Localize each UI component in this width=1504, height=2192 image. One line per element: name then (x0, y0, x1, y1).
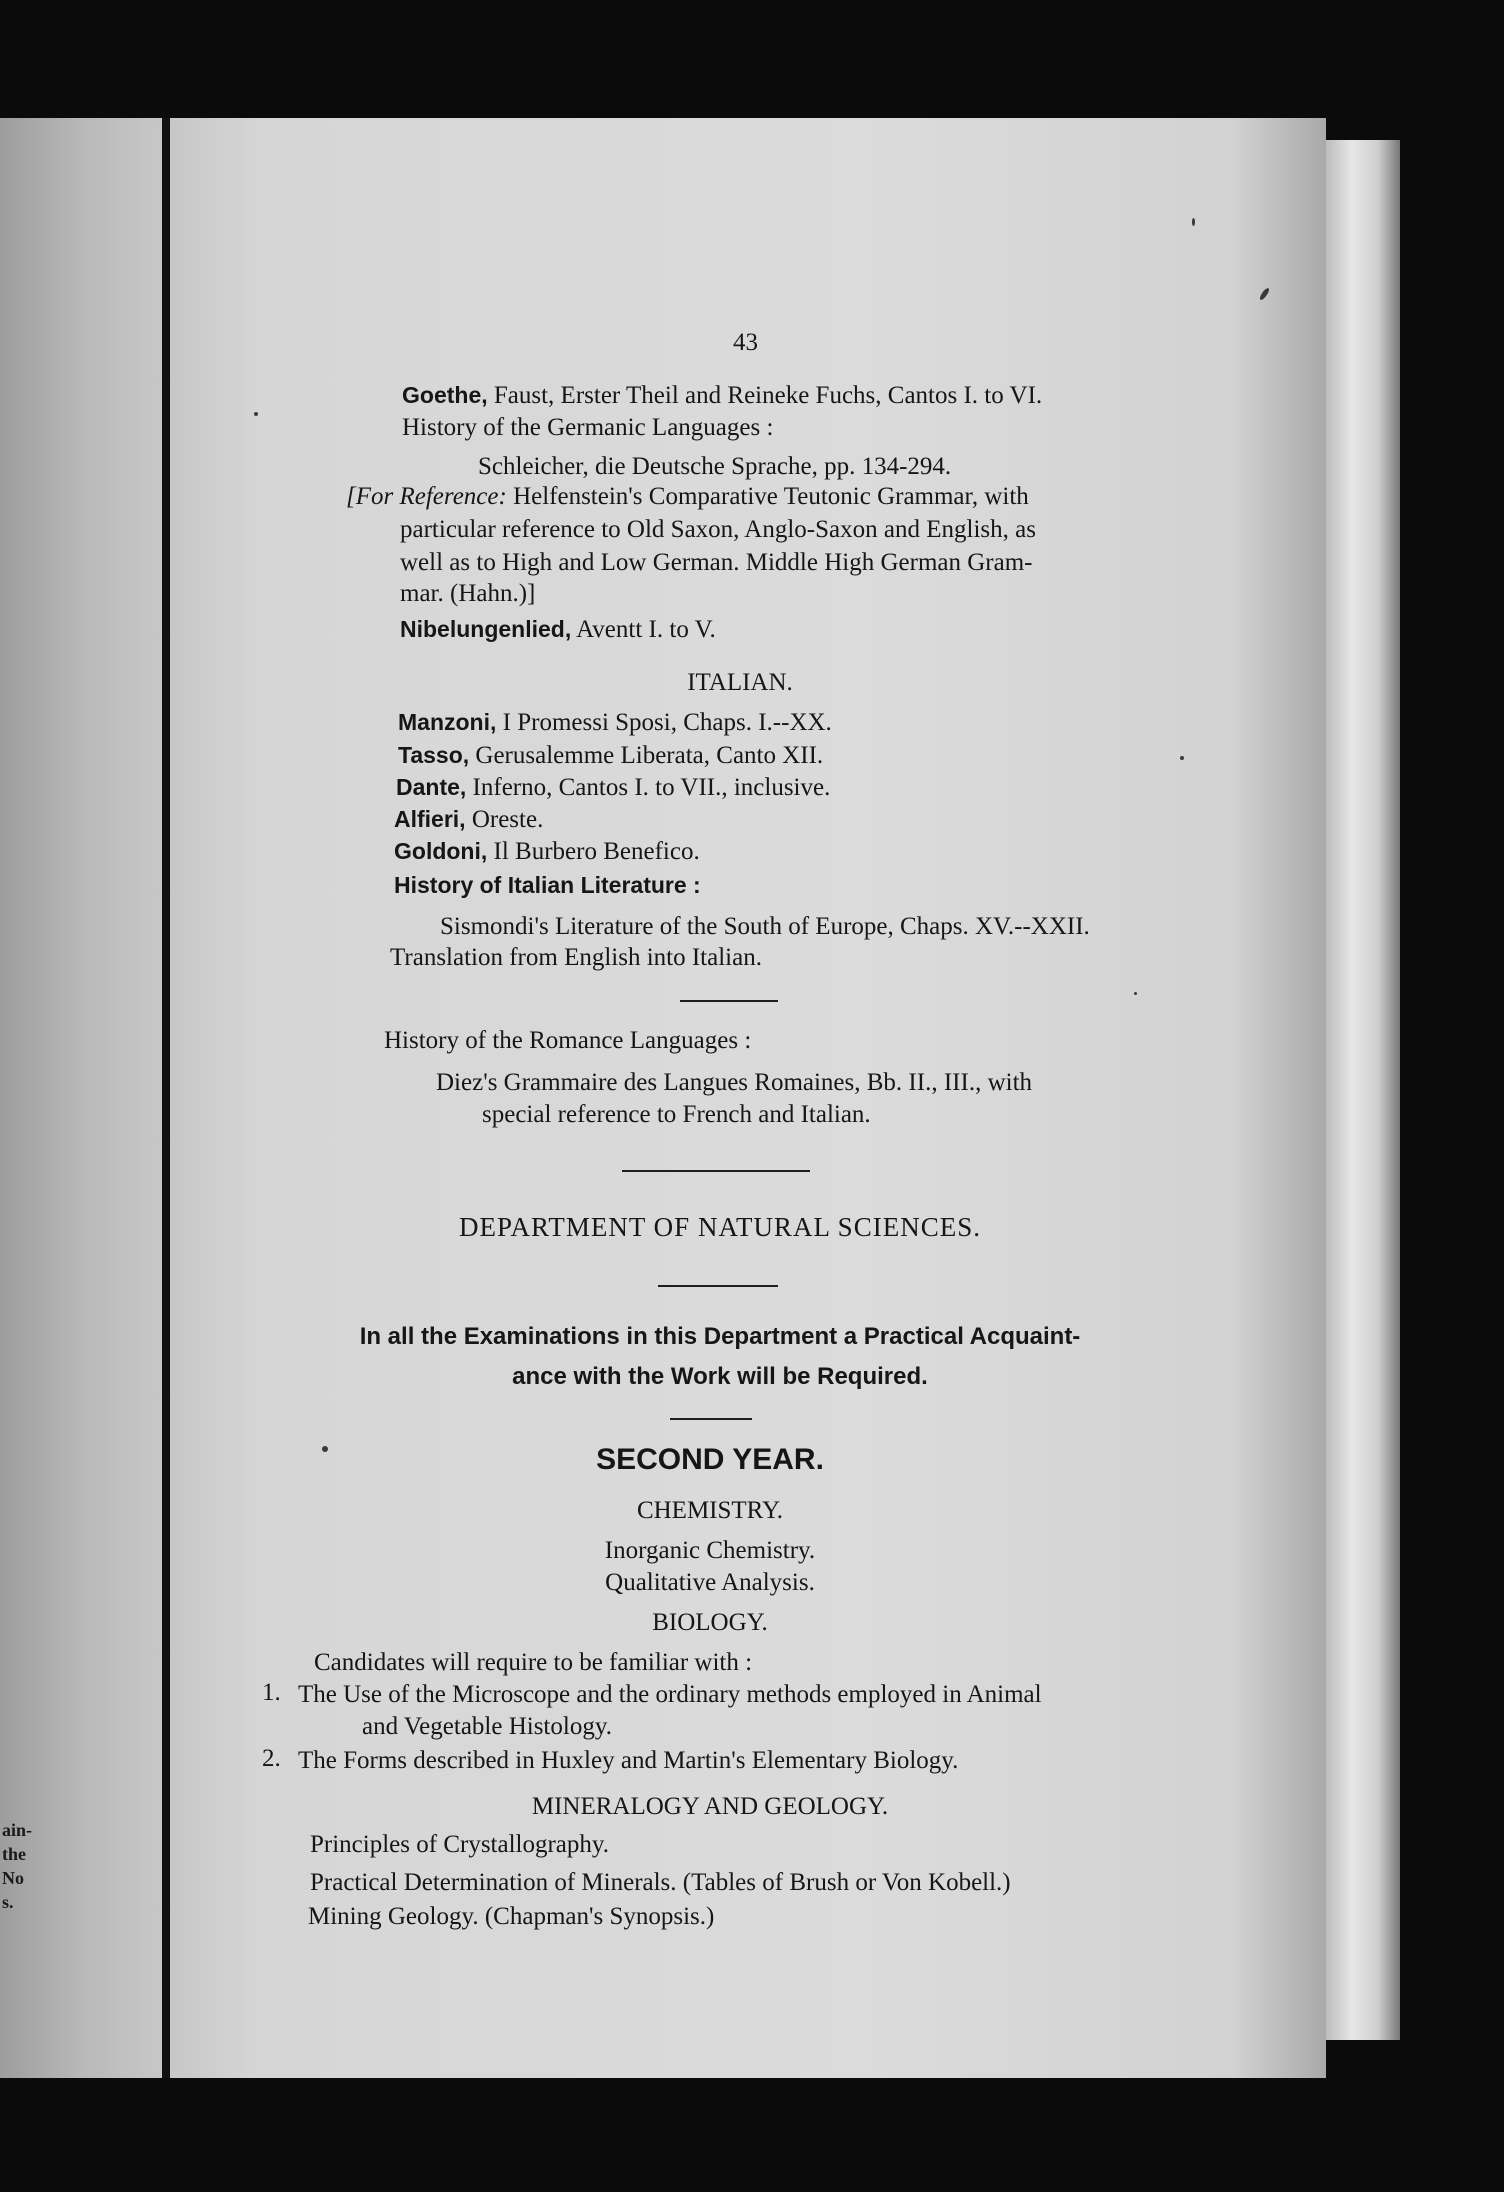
author-name: Goldoni, (394, 838, 488, 864)
germanic-history-heading: History of the Germanic Languages : (402, 414, 774, 441)
italian-author-entry (394, 804, 543, 835)
italian-author-entry (398, 740, 823, 771)
scan-speck (1134, 992, 1137, 995)
scan-speck (322, 1446, 328, 1452)
translation-line: Translation from English into Italian. (390, 944, 762, 971)
author-name: Nibelungenlied, (400, 616, 572, 642)
italian-author-entry (396, 772, 830, 803)
left-margin-line: s. (2, 1892, 14, 1912)
reference-text: Helfenstein's Comparative Teutonic Grammar, with (506, 483, 1029, 510)
left-margin-line: ain- (2, 1820, 33, 1840)
romance-line: Diez's Grammaire des Langues Romaines, Bb. II., III., with (436, 1069, 1033, 1096)
reference-line (346, 482, 1029, 512)
department-heading: DEPARTMENT OF NATURAL SCIENCES. (459, 1212, 981, 1242)
scan-speck (254, 412, 258, 416)
italian-author-entry (398, 707, 832, 738)
reference-line: particular reference to Old Saxon, Anglo-Saxon and English, as (400, 516, 1036, 543)
italian-heading: ITALIAN. (687, 669, 793, 696)
left-page-fragment (0, 118, 168, 2078)
divider (670, 1418, 752, 1420)
italian-author-entry (394, 836, 700, 867)
author-name: Dante, (396, 774, 467, 800)
notice-line: ance with the Work will be Required. (512, 1363, 928, 1390)
mineralogy-item: Principles of Crystallography. (310, 1831, 610, 1858)
biology-item-text: The Use of the Microscope and the ordinary methods employed in Animal (298, 1681, 1042, 1708)
biology-intro: Candidates will require to be familiar with : (314, 1649, 753, 1676)
nibelungenlied-entry (400, 614, 716, 645)
work-title: Il Burbero Benefico. (487, 838, 700, 865)
romance-heading: History of the Romance Languages : (384, 1027, 752, 1054)
italian-literature-text: Sismondi's Literature of the South of Europe, Chaps. XV.--XXII. (440, 913, 1090, 940)
divider (658, 1285, 778, 1287)
author-name: Goethe, (402, 382, 488, 408)
biology-item-text: The Forms described in Huxley and Martin's Elementary Biology. (298, 1747, 959, 1774)
mineralogy-item: Mining Geology. (Chapman's Synopsis.) (308, 1903, 715, 1930)
page-edge (1326, 140, 1400, 2040)
work-title: I Promessi Sposi, Chaps. I.--XX. (496, 709, 832, 736)
biology-item-number: 2. (262, 1745, 281, 1772)
page-number: 43 (733, 329, 758, 356)
author-name: Tasso, (398, 742, 470, 768)
biology-item-number: 1. (262, 1679, 281, 1706)
left-margin-line: the (2, 1844, 26, 1864)
work-title: Aventt I. to V. (571, 616, 716, 643)
notice-line: In all the Examinations in this Department a Practical Acquaint- (359, 1323, 1081, 1350)
book-gutter (162, 118, 170, 2078)
chemistry-item: Inorganic Chemistry. (604, 1537, 816, 1564)
work-title: Faust, Erster Theil and Reineke Fuchs, Cantos I. to VI. (487, 382, 1043, 409)
reference-line: well as to High and Low German. Middle High German Gram- (400, 549, 1033, 576)
work-title: Oreste. (465, 806, 544, 833)
chemistry-item: Qualitative Analysis. (605, 1569, 815, 1596)
italian-literature-heading: History of Italian Literature : (394, 872, 701, 898)
left-margin-line: No (2, 1868, 24, 1888)
chemistry-heading: CHEMISTRY. (636, 1497, 784, 1524)
page (170, 118, 1326, 2078)
year-heading: SECOND YEAR. (596, 1443, 824, 1476)
reference-line: mar. (Hahn.)] (400, 580, 536, 607)
reference-label: [For Reference: (346, 483, 507, 510)
author-name: Manzoni, (398, 709, 497, 735)
work-title: Gerusalemme Liberata, Canto XII. (469, 742, 824, 769)
work-title: Inferno, Cantos I. to VII., inclusive. (466, 774, 831, 801)
author-name: Alfieri, (394, 806, 466, 832)
scan-speck (1180, 756, 1184, 760)
left-margin-fragment (2, 1818, 42, 1914)
scan-speck (1192, 218, 1195, 226)
divider (622, 1170, 810, 1172)
germanic-history-text: Schleicher, die Deutsche Sprache, pp. 134-294. (478, 453, 952, 480)
goethe-entry (402, 380, 1042, 411)
mineralogy-item: Practical Determination of Minerals. (Tables of Brush or Von Kobell.) (310, 1869, 1011, 1896)
romance-line: special reference to French and Italian. (482, 1101, 871, 1128)
mineralogy-heading: MINERALOGY AND GEOLOGY. (531, 1793, 889, 1820)
biology-heading: BIOLOGY. (652, 1609, 768, 1636)
divider (680, 1000, 778, 1002)
biology-item-text: and Vegetable Histology. (362, 1713, 612, 1740)
